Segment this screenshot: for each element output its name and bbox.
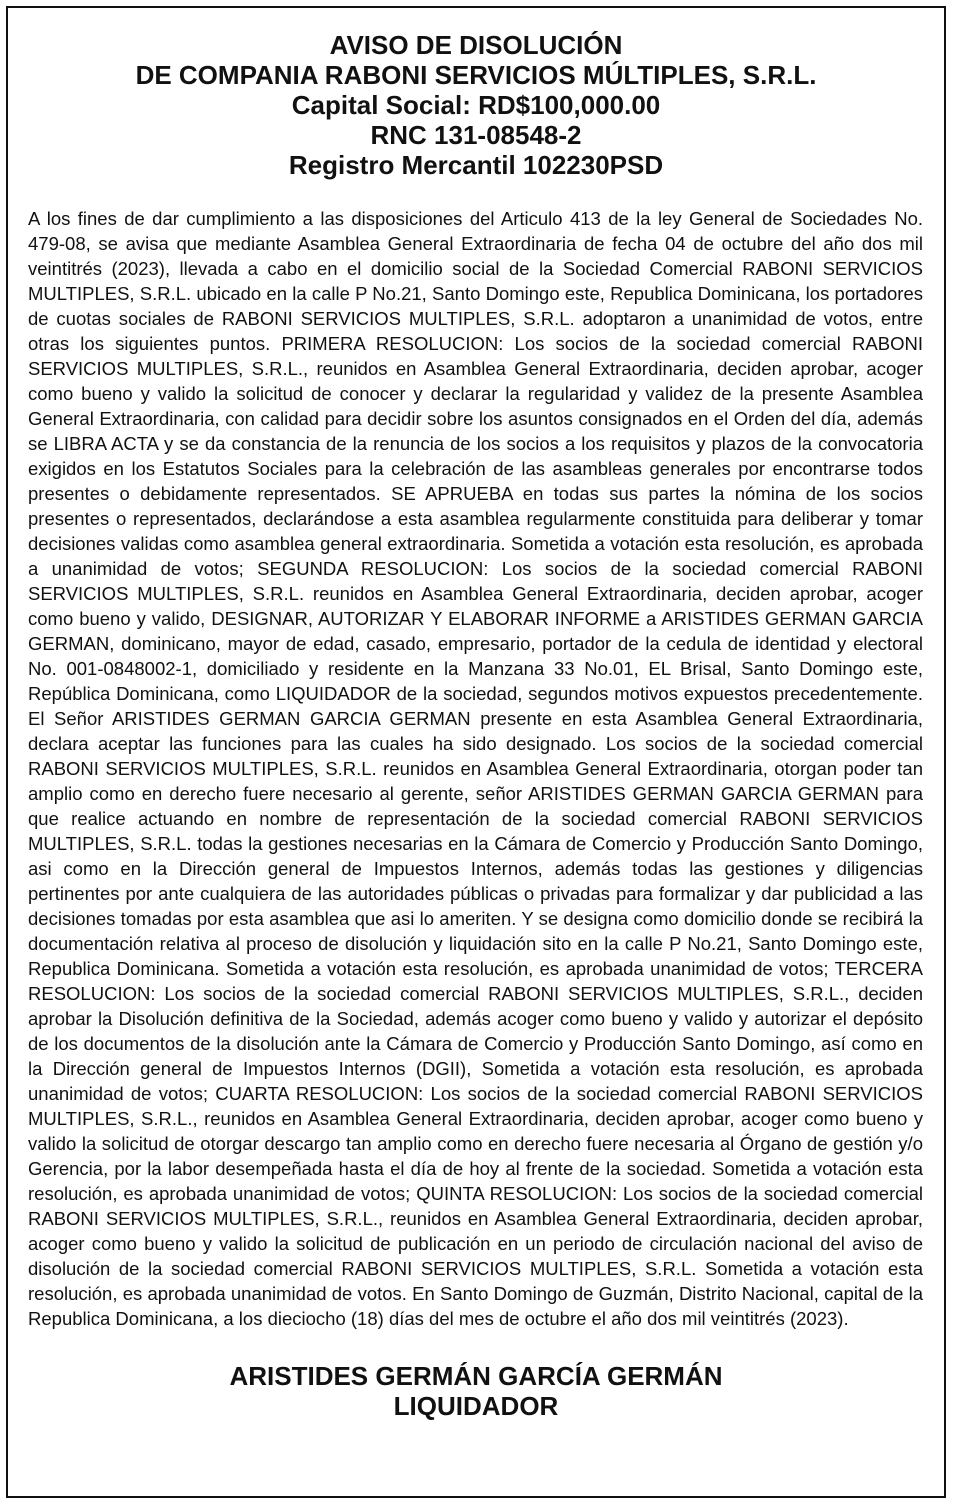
notice-header xyxy=(8,30,944,180)
registro-mercantil: Registro Mercantil 102230PSD xyxy=(288,150,664,180)
signatory-name: ARISTIDES GERMÁN GARCÍA GERMÁN xyxy=(229,1361,723,1391)
signatory-role: LIQUIDADOR xyxy=(393,1391,559,1421)
capital-social: Capital Social: RD$100,000.00 xyxy=(291,90,661,120)
notice-title: AVISO DE DISOLUCIÓN xyxy=(329,30,623,60)
rnc-number: RNC 131-08548-2 xyxy=(370,120,582,150)
dissolution-notice xyxy=(6,6,946,1498)
notice-body: A los fines de dar cumplimiento a las disposiciones del Articulo 413 de la ley General de Sociedades No. 479-08, se avisa que mediante Asamblea General Extraordinaria de fecha 04 de octubre del año dos mil veintitrés (2023), llevada a cabo en el domicilio social de la Sociedad Comercial RABONI SERVICIOS MULTIPLES, S.R.L. ubicado en la calle P No.21, Santo Domingo este, Republica Dominicana, los portadores de cuotas sociales de RABONI SERVICIOS MULTIPLES, S.R.L. adoptaron a unanimidad de votos, entre otras los siguientes puntos. PRIMERA RESOLUCION: Los socios de la sociedad comercial RABONI SERVICIOS MULTIPLES, S.R.L., reunidos en Asamblea General Extraordinaria, deciden aprobar, acoger como bueno y valido la solicitud de conocer y declarar la regularidad y validez de la presente Asamblea General Extraordinaria, con calidad para decidir sobre los asuntos consignados en el Orden del día, además se LIBRA ACTA y se da constancia de la renuncia de los socios a los requisitos y plazos de la convocatoria exigidos en los Estatutos Sociales para la celebración de las asambleas generales por encontrarse todos presentes o debidamente representados. SE APRUEBA en todas sus partes la nómina de los socios presentes o representados, declarándose a esta asamblea regularmente constituida para deliberar y tomar decisiones validas como asamblea general extraordinaria. Sometida a votación esta resolución, es aprobada a unanimidad de votos; SEGUNDA RESOLUCION: Los socios de la sociedad comercial RABONI SERVICIOS MULTIPLES, S.R.L. reunidos en Asamblea General Extraordinaria, deciden aprobar, acoger como bueno y valido, DESIGNAR, AUTORIZAR Y ELABORAR INFORME a ARISTIDES GERMAN GARCIA GERMAN, dominicano, mayor de edad, casado, empresario, portador de la cedula de identidad y electoral No. 001-0848002-1, domiciliado y residente en la Manzana 33 No.01, EL Brisal, Santo Domingo este, República Dominicana, como LIQUIDADOR de la sociedad, segundos motivos expuestos precedentemente. El Señor ARISTIDES GERMAN GARCIA GERMAN presente en esta Asamblea General Extraordinaria, declara aceptar las funciones para las cuales ha sido designado. Los socios de la sociedad comercial RABONI SERVICIOS MULTIPLES, S.R.L. reunidos en Asamblea General Extraordinaria, otorgan poder tan amplio como en derecho fuere necesario al gerente, señor ARISTIDES GERMAN GARCIA GERMAN para que realice actuando en nombre de representación de la sociedad comercial RABONI SERVICIOS MULTIPLES, S.R.L. todas la gestiones necesarias en la Cámara de Comercio y Producción Santo Domingo, asi como en la Dirección general de Impuestos Internos, además todas las gestiones y diligencias pertinentes por ante cualquiera de las autoridades públicas o privadas para formalizar y dar publicidad a las decisiones tomadas por esta asamblea que asi lo ameriten. Y se designa como domicilio donde se recibirá la documentación relativa al proceso de disolución y liquidación sito en la calle P No.21, Santo Domingo este, Republica Dominicana. Sometida a votación esta resolución, es aprobada unanimidad de votos; TERCERA RESOLUCION: Los socios de la sociedad comercial RABONI SERVICIOS MULTIPLES, S.R.L., deciden aprobar la Disolución definitiva de la Sociedad, además acoger como bueno y valido y autorizar el depósito de los documentos de la disolución ante la Cámara de Comercio y Producción Santo Domingo, así como en la Dirección general de Impuestos Internos (DGII), Sometida a votación esta resolución, es aprobada unanimidad de votos; CUARTA RESOLUCION: Los socios de la sociedad comercial RABONI SERVICIOS MULTIPLES, S.R.L., reunidos en Asamblea General Extraordinaria, deciden aprobar, acoger como bueno y valido la solicitud de otorgar descargo tan amplio como en derecho fuere necesaria al Órgano de gestión y/o Gerencia, por la labor desempeñada hasta el día de hoy al frente de la sociedad. Sometida a votación esta resolución, es aprobada unanimidad de votos; QUINTA RESOLUCION: Los socios de la sociedad comercial RABONI SERVICIOS MULTIPLES, S.R.L., reunidos en Asamblea General Extraordinaria, deciden aprobar, acoger como bueno y valido la solicitud de publicación en un periodo de circulación nacional del aviso de disolución de la sociedad comercial RABONI SERVICIOS MULTIPLES, S.R.L. Sometida a votación esta resolución, es aprobada unanimidad de votos. En Santo Domingo de Guzmán, Distrito Nacional, capital de la Republica Dominicana, a los dieciocho (18) días del mes de octubre el año dos mil veintitrés (2023). xyxy=(28,208,923,1329)
signature-block xyxy=(8,1361,944,1421)
company-name: DE COMPANIA RABONI SERVICIOS MÚLTIPLES, S.R.L. xyxy=(135,60,817,90)
